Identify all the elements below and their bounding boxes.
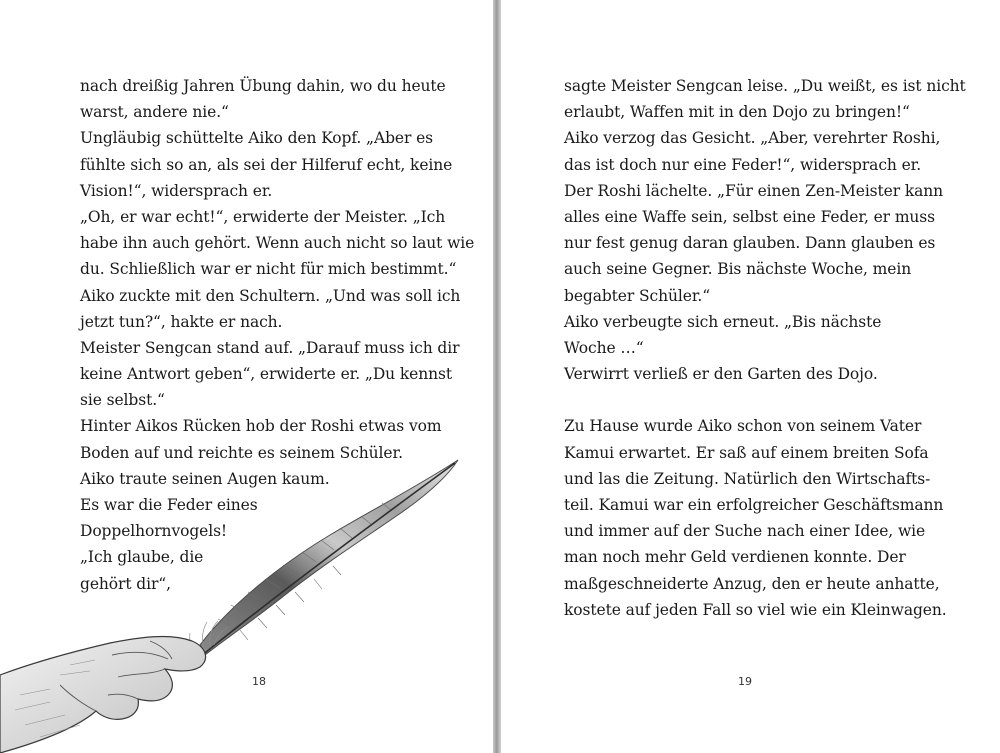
text-line: kostete auf jeden Fall so viel wie ein Kleinwagen. bbox=[564, 600, 947, 619]
text-line: Aiko zuckte mit den Schultern. „Und was soll ich bbox=[80, 286, 461, 305]
paragraph-gap bbox=[564, 387, 934, 413]
text-line: Der Roshi lächelte. „Für einen Zen-Meister kann bbox=[564, 181, 944, 200]
left-page bbox=[0, 0, 493, 753]
text-line: und las die Zeitung. Natürlich den Wirtschafts- bbox=[564, 469, 931, 488]
text-line: gehört dir“, bbox=[80, 574, 171, 593]
text-line: nur fest genug daran glauben. Dann glauben es bbox=[564, 234, 936, 253]
right-page-text bbox=[564, 73, 966, 623]
text-line: habe ihn auch gehört. Wenn auch nicht so laut wie bbox=[80, 234, 475, 253]
text-line: Aiko verbeugte sich erneut. „Bis nächste bbox=[564, 312, 882, 331]
text-line: und immer auf der Suche nach einer Idee, wie bbox=[564, 522, 926, 541]
text-line: warst, andere nie.“ bbox=[80, 103, 229, 122]
text-line: maßgeschneiderte Anzug, den er heute anhatte, bbox=[564, 574, 940, 593]
book-gutter bbox=[493, 0, 501, 753]
text-line: Doppelhornvogels! bbox=[80, 522, 228, 541]
text-line: begabter Schüler.“ bbox=[564, 286, 711, 305]
text-line: teil. Kamui war ein erfolgreicher Geschäftsmann bbox=[564, 496, 944, 514]
text-line: Hinter Aikos Rücken hob der Roshi etwas vom bbox=[80, 417, 442, 436]
text-line: Meister Sengcan stand auf. „Darauf muss ich dir bbox=[80, 338, 460, 357]
text-line: keine Antwort geben“, erwiderte er. „Du kennst bbox=[80, 365, 452, 384]
text-line: Woche …“ bbox=[564, 338, 644, 357]
text-line: Aiko verzog das Gesicht. „Aber, verehrter Roshi, bbox=[564, 129, 941, 148]
text-line: sagte Meister Sengcan leise. „Du weißt, es ist nicht bbox=[564, 77, 966, 95]
text-line: Verwirrt verließ er den Garten des Dojo. bbox=[564, 365, 878, 384]
text-line: man noch mehr Geld verdienen konnte. Der bbox=[564, 548, 906, 567]
page-number: 19 bbox=[738, 675, 752, 688]
text-line: Ungläubig schüttelte Aiko den Kopf. „Aber es bbox=[80, 129, 434, 148]
text-line: „Ich glaube, die bbox=[80, 548, 204, 567]
text-line: Aiko traute seinen Augen kaum. bbox=[80, 469, 330, 488]
text-line: du. Schließlich war er nicht für mich bestimmt.“ bbox=[80, 260, 457, 279]
text-line: Vision!“, widersprach er. bbox=[80, 181, 273, 200]
text-line: Zu Hause wurde Aiko schon von seinem Vater bbox=[564, 417, 922, 436]
text-line: alles eine Waffe sein, selbst eine Feder, er muss bbox=[564, 207, 936, 226]
page-number: 18 bbox=[252, 675, 266, 688]
text-line: das ist doch nur eine Feder!“, widersprach er. bbox=[564, 155, 922, 174]
hand-holding-feather-icon bbox=[0, 455, 470, 753]
text-line: „Oh, er war echt!“, erwiderte der Meister. „Ich bbox=[80, 207, 446, 226]
text-line: fühlte sich so an, als sei der Hilferuf echt, keine bbox=[80, 155, 453, 174]
text-line: jetzt tun?“, hakte er nach. bbox=[80, 312, 283, 331]
text-line: erlaubt, Waffen mit in den Dojo zu bringen!“ bbox=[564, 103, 910, 122]
text-line: nach dreißig Jahren Übung dahin, wo du heute bbox=[80, 77, 446, 95]
text-line: Boden auf und reichte es seinem Schüler. bbox=[80, 443, 403, 462]
right-page bbox=[501, 0, 1000, 753]
text-line: sie selbst.“ bbox=[80, 391, 165, 410]
text-line: Es war die Feder eines bbox=[80, 496, 258, 514]
text-line: auch seine Gegner. Bis nächste Woche, mein bbox=[564, 260, 912, 279]
text-line: Kamui erwartet. Er saß auf einem breiten Sofa bbox=[564, 443, 929, 462]
